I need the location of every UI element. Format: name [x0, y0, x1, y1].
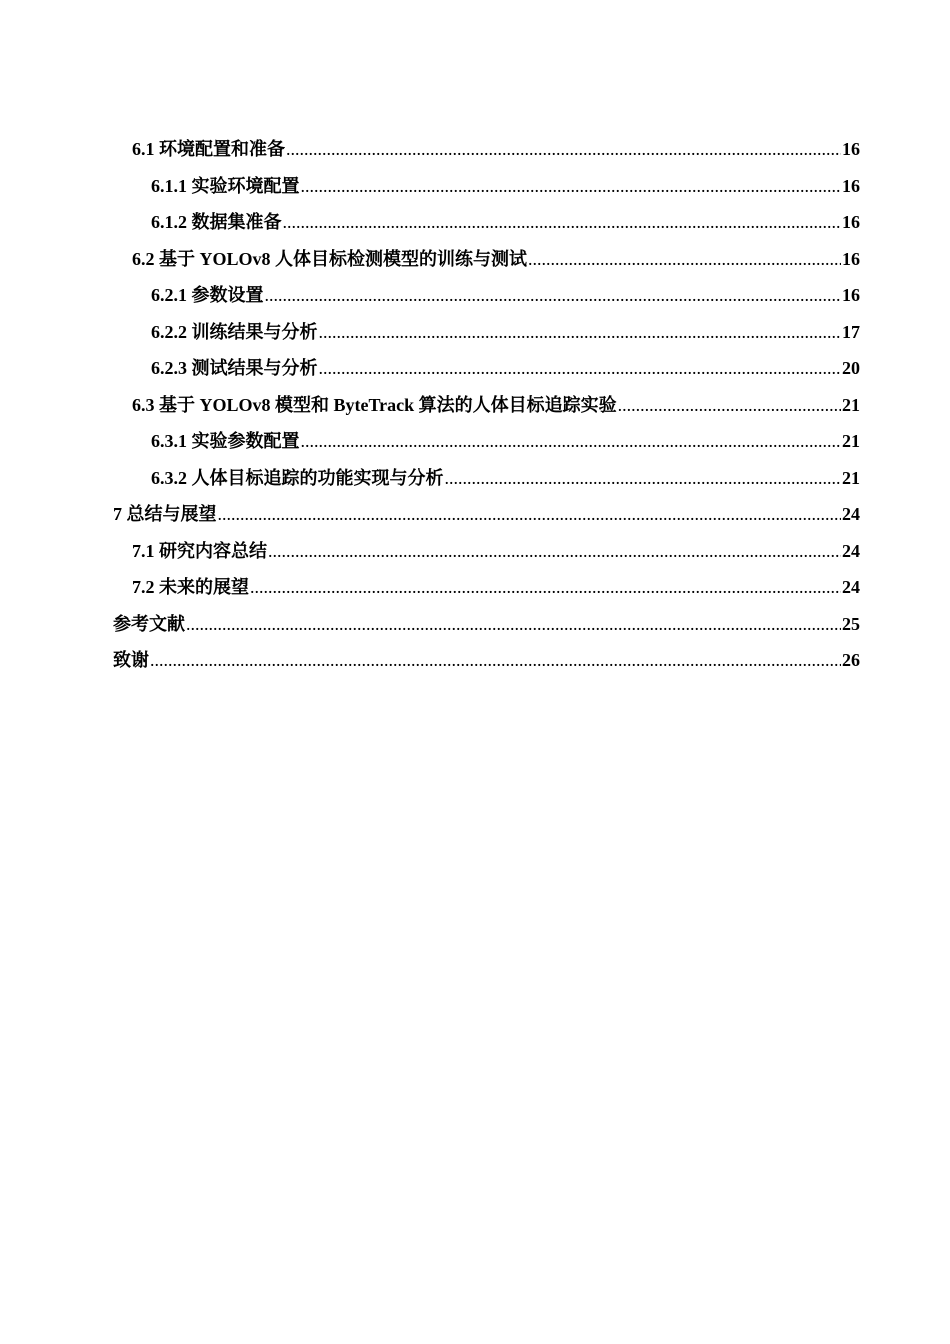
toc-entry-page: 26 [842, 650, 860, 670]
toc-dot-leader [218, 496, 842, 533]
toc-entry-6-2-2[interactable] [113, 314, 860, 351]
toc-dot-leader [268, 533, 841, 570]
toc-entry-6-2-1[interactable] [113, 277, 860, 314]
toc-entry-6-3-2[interactable] [113, 460, 860, 497]
toc-dot-leader [301, 423, 842, 460]
toc-entry-page: 16 [842, 248, 860, 269]
toc-entry-page: 17 [842, 321, 860, 342]
toc-entry-title: 6.1 环境配置和准备 [132, 139, 285, 159]
toc-entry-page: 16 [842, 139, 860, 159]
toc-entry-6-2-3[interactable] [113, 350, 860, 387]
toc-dot-leader [283, 204, 842, 241]
toc-entry-6-1-2[interactable] [113, 204, 860, 241]
toc-dot-leader [301, 168, 842, 205]
toc-entry-page: 24 [842, 504, 860, 524]
toc-dot-leader [528, 241, 841, 278]
toc-entry-title: 6.2.1 参数设置 [151, 285, 264, 305]
toc-dot-leader [618, 387, 841, 424]
toc-entry-title: 7.2 未来的展望 [132, 577, 249, 597]
toc-entry-7[interactable] [113, 496, 860, 533]
toc-entry-page: 16 [842, 285, 860, 305]
toc-dot-leader [250, 569, 841, 606]
toc-entry-7-1[interactable] [113, 533, 860, 570]
toc-entry-6-1-1[interactable] [113, 168, 860, 205]
toc-entry-page: 16 [842, 175, 860, 196]
toc-entry-title: 6.1.1 实验环境配置 [151, 175, 300, 196]
toc-entry-title: 7.1 研究内容总结 [132, 540, 267, 561]
toc-dot-leader [150, 642, 841, 679]
toc-entry-title: 6.3.2 人体目标追踪的功能实现与分析 [151, 467, 444, 488]
toc-entry-title: 6.2 基于 YOLOv8 人体目标检测模型的训练与测试 [132, 248, 528, 269]
toc-entry-page: 20 [842, 358, 860, 378]
toc-entry-page: 16 [842, 212, 860, 232]
toc-dot-leader [319, 350, 842, 387]
toc-entry-acknowledgements[interactable] [113, 642, 860, 679]
toc-entry-title: 6.2.2 训练结果与分析 [151, 321, 318, 342]
toc-entry-page: 21 [842, 394, 860, 415]
toc-entry-title: 6.3 基于 YOLOv8 模型和 ByteTrack 算法的人体目标追踪实验 [132, 394, 617, 415]
toc-entry-page: 25 [842, 613, 860, 634]
toc-entry-title: 6.2.3 测试结果与分析 [151, 358, 318, 378]
toc-dot-leader [445, 460, 842, 497]
toc-entry-title: 6.3.1 实验参数配置 [151, 431, 300, 451]
toc-entry-title: 参考文献 [113, 613, 185, 634]
toc-entry-page: 21 [842, 431, 860, 451]
toc-entry-page: 21 [842, 467, 860, 488]
toc-entry-page: 24 [842, 540, 860, 561]
toc-dot-leader [319, 314, 842, 351]
toc-dot-leader [286, 131, 841, 168]
toc-entry-6-1[interactable] [113, 131, 860, 168]
toc-entry-6-3[interactable] [113, 387, 860, 424]
toc-entry-page: 24 [842, 577, 860, 597]
toc-dot-leader [186, 606, 841, 643]
toc-dot-leader [265, 277, 842, 314]
toc-entry-6-3-1[interactable] [113, 423, 860, 460]
toc-entry-6-2[interactable] [113, 241, 860, 278]
table-of-contents [113, 131, 860, 679]
toc-entry-title: 6.1.2 数据集准备 [151, 212, 282, 232]
toc-entry-title: 7 总结与展望 [113, 504, 217, 524]
toc-entry-7-2[interactable] [113, 569, 860, 606]
toc-entry-title: 致谢 [113, 650, 149, 670]
toc-entry-references[interactable] [113, 606, 860, 643]
